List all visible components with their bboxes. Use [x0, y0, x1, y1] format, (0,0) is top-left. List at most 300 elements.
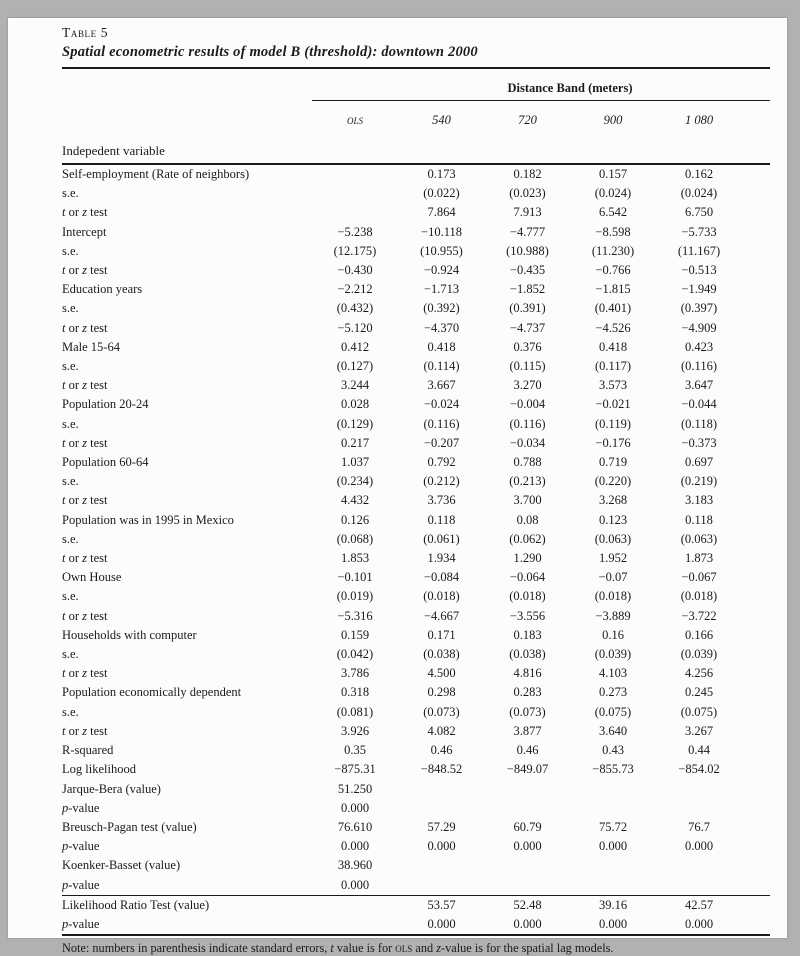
cell-value: 0.08 — [516, 512, 539, 527]
cell-value: 1.952 — [598, 551, 628, 566]
cell-value: −0.207 — [423, 435, 460, 450]
text-fragment: z — [82, 320, 88, 335]
cell-value — [485, 856, 570, 875]
row-label: Households with computer — [62, 627, 197, 642]
cell-value: 1.290 — [513, 551, 542, 566]
table-title: Spatial econometric results of model B (threshold): downtown 2000 — [62, 41, 770, 69]
cell-value: 60.79 — [513, 819, 542, 834]
cell-value: (0.024) — [680, 186, 718, 201]
cell-value: 75.72 — [598, 819, 628, 834]
cell-value: −4.526 — [595, 320, 631, 335]
table-row — [62, 856, 770, 875]
cell-value: 0.788 — [513, 455, 542, 470]
table-content — [8, 18, 787, 956]
table-row — [62, 357, 770, 376]
text-fragment: Note: numbers in parenthesis indicate standard errors, — [62, 941, 331, 956]
row-label — [62, 876, 312, 896]
cell-value — [485, 799, 570, 818]
cell-value: 0.000 — [340, 839, 370, 854]
cell-value: (0.042) — [336, 647, 374, 662]
cell-value: (10.955) — [420, 243, 463, 258]
cell-value: 0.217 — [340, 435, 370, 450]
row-label — [62, 491, 312, 510]
cell-value: (0.018) — [594, 589, 632, 604]
cell-value: 0.43 — [602, 743, 624, 758]
row-label: s.e. — [62, 186, 79, 201]
cell-value: −0.430 — [337, 263, 373, 278]
table-row — [62, 299, 770, 318]
cell-value: (0.116) — [423, 416, 460, 431]
cell-value: 3.786 — [340, 666, 370, 681]
cell-value — [656, 876, 770, 896]
text-fragment: z — [82, 551, 88, 566]
row-label — [62, 915, 312, 935]
table-row — [62, 184, 770, 203]
text-fragment: ols — [395, 941, 413, 956]
table-row — [62, 607, 770, 626]
text-fragment: z — [82, 666, 88, 681]
text-fragment: z — [436, 941, 442, 956]
cell-value: −849.07 — [506, 762, 549, 777]
table-number-label: Table 5 — [62, 25, 109, 40]
cell-value: 0.298 — [427, 685, 456, 700]
table-row — [62, 837, 770, 856]
text-fragment: -value — [68, 916, 100, 931]
cell-value — [570, 780, 656, 799]
cell-value: 0.126 — [340, 512, 370, 527]
text-fragment: test — [87, 608, 108, 623]
cell-value: 0.000 — [513, 839, 542, 854]
text-fragment: t — [330, 941, 334, 956]
cell-value: (0.073) — [423, 704, 460, 719]
cell-value: (0.401) — [594, 301, 632, 316]
results-table — [62, 69, 770, 936]
cell-value: −0.373 — [681, 435, 717, 450]
cell-value: −1.815 — [595, 282, 631, 297]
column-header: ols — [346, 113, 363, 127]
text-fragment: t — [62, 551, 66, 566]
cell-value: 0.171 — [427, 627, 456, 642]
text-fragment: t — [62, 666, 66, 681]
cell-value — [656, 856, 770, 875]
cell-value: 0.159 — [340, 627, 370, 642]
cell-value: −5.238 — [337, 224, 373, 239]
cell-value: 0.697 — [684, 455, 714, 470]
table-row — [62, 741, 770, 760]
text-fragment: t — [62, 493, 66, 508]
row-label: Male 15-64 — [62, 339, 120, 354]
text-fragment: z — [82, 723, 88, 738]
text-fragment: test — [87, 320, 108, 335]
cell-value: 0.283 — [513, 685, 542, 700]
band-header-row — [62, 69, 770, 101]
row-label — [62, 261, 312, 280]
cell-value: (0.023) — [509, 186, 546, 201]
row-label: s.e. — [62, 243, 79, 258]
cell-value: 1.873 — [684, 551, 714, 566]
cell-value: 1.037 — [340, 455, 370, 470]
table-row — [62, 876, 770, 896]
text-fragment: and — [412, 941, 437, 956]
cell-value: (11.167) — [677, 243, 721, 258]
table-row — [62, 895, 770, 915]
column-header: 720 — [518, 113, 537, 127]
cell-value: 0.423 — [684, 339, 714, 354]
cell-value: 3.267 — [684, 723, 714, 738]
cell-value: 7.913 — [513, 205, 542, 220]
text-fragment: test — [87, 263, 108, 278]
cell-value — [312, 203, 398, 222]
cell-value: −0.034 — [509, 435, 546, 450]
cell-value: −0.176 — [595, 435, 631, 450]
table-row — [62, 223, 770, 242]
cell-value: (0.116) — [681, 359, 717, 374]
cell-value: 3.183 — [684, 493, 714, 508]
cell-value: −4.737 — [509, 320, 546, 335]
cell-value: 3.640 — [598, 723, 628, 738]
cell-value: 0.245 — [684, 685, 714, 700]
text-fragment: test — [87, 205, 108, 220]
cell-value — [570, 799, 656, 818]
cell-value: 0.46 — [430, 743, 453, 758]
cell-value: (0.212) — [423, 474, 460, 489]
cell-value: 1.853 — [340, 551, 370, 566]
scanned-page — [8, 18, 787, 956]
row-label: Log likelihood — [62, 762, 136, 777]
text-fragment: test — [87, 493, 108, 508]
cell-value: 0.412 — [340, 339, 370, 354]
cell-value: (0.392) — [423, 301, 460, 316]
cell-value: 0.000 — [598, 916, 628, 931]
cell-value: (0.220) — [594, 474, 632, 489]
row-label — [62, 607, 312, 626]
text-fragment: or — [65, 378, 83, 393]
cell-value: 0.000 — [513, 916, 542, 931]
table-row — [62, 587, 770, 606]
cell-value: (0.114) — [423, 359, 460, 374]
cell-value: (12.175) — [333, 243, 377, 258]
text-fragment: test — [87, 378, 108, 393]
text-fragment: p — [62, 800, 69, 815]
cell-value: 0.000 — [684, 839, 714, 854]
text-fragment: t — [62, 320, 66, 335]
row-label: s.e. — [62, 589, 79, 604]
row-label — [62, 203, 312, 222]
table-row — [62, 434, 770, 453]
cell-value: 3.573 — [598, 378, 628, 393]
cell-value: (0.432) — [336, 301, 374, 316]
cell-value: 0.16 — [602, 627, 624, 642]
table-row — [62, 472, 770, 491]
cell-value: (0.039) — [680, 647, 718, 662]
text-fragment: or — [65, 608, 83, 623]
cell-value: −855.73 — [592, 762, 634, 777]
cell-value: 0.000 — [340, 877, 370, 892]
text-fragment: t — [62, 608, 66, 623]
table-row — [62, 703, 770, 722]
cell-value: (0.391) — [509, 301, 546, 316]
table-row — [62, 415, 770, 434]
cell-value — [656, 780, 770, 799]
cell-value: 4.082 — [427, 723, 456, 738]
cell-value: 52.48 — [485, 895, 570, 915]
cell-value: −848.52 — [420, 762, 463, 777]
cell-value: 38.960 — [337, 858, 373, 873]
cell-value — [485, 780, 570, 799]
row-label: s.e. — [62, 359, 79, 374]
cell-value: 1.934 — [427, 551, 456, 566]
cell-value: (0.019) — [336, 589, 374, 604]
row-label: Likelihood Ratio Test (value) — [62, 895, 312, 915]
table-row — [62, 511, 770, 530]
cell-value: 0.000 — [684, 916, 714, 931]
cell-value: 3.926 — [340, 723, 370, 738]
table-row — [62, 203, 770, 222]
cell-value: −10.118 — [421, 224, 462, 239]
row-label: Population 20-24 — [62, 397, 149, 412]
cell-value: −0.435 — [509, 263, 546, 278]
text-fragment: or — [65, 205, 83, 220]
table-row — [62, 453, 770, 472]
cell-value: −8.598 — [595, 224, 631, 239]
cell-value: (0.129) — [336, 416, 374, 431]
cell-value: 4.103 — [598, 666, 628, 681]
cell-value: −3.722 — [681, 608, 717, 623]
row-label — [62, 434, 312, 453]
row-label: Population 60-64 — [62, 455, 149, 470]
cell-value: (0.018) — [680, 589, 718, 604]
table-row — [62, 683, 770, 702]
cell-value: −2.212 — [337, 282, 373, 297]
cell-value: −0.064 — [509, 570, 546, 585]
cell-value: (0.068) — [336, 531, 374, 546]
cell-value: −0.024 — [423, 397, 460, 412]
cell-value: 6.542 — [598, 205, 628, 220]
cell-value: 3.647 — [684, 378, 714, 393]
cell-value: −0.044 — [681, 397, 717, 412]
table-row — [62, 242, 770, 261]
text-fragment: z — [82, 435, 88, 450]
text-fragment: value is for — [333, 941, 396, 956]
cell-value: (0.234) — [336, 474, 374, 489]
band-header-spacer — [62, 69, 312, 101]
cell-value — [398, 876, 485, 896]
cell-value: −4.777 — [509, 224, 546, 239]
cell-value: 3.736 — [427, 493, 456, 508]
cell-value: −0.766 — [595, 263, 631, 278]
row-label — [62, 799, 312, 818]
row-label: Population economically dependent — [62, 685, 242, 700]
column-header-spacer — [62, 101, 312, 134]
cell-value: −0.924 — [423, 263, 460, 278]
row-label: R-squared — [62, 743, 114, 758]
row-label — [62, 837, 312, 856]
row-label: Breusch-Pagan test (value) — [62, 819, 197, 834]
cell-value: 4.500 — [427, 666, 456, 681]
cell-value — [312, 184, 398, 203]
row-label: s.e. — [62, 531, 79, 546]
table-row — [62, 491, 770, 510]
cell-value: 0.118 — [427, 512, 456, 527]
row-label: s.e. — [62, 301, 79, 316]
cell-value: 6.750 — [684, 205, 714, 220]
row-label: Population was in 1995 in Mexico — [62, 512, 234, 527]
column-header: 1 080 — [684, 113, 714, 127]
cell-value: −3.889 — [595, 608, 631, 623]
cell-value: 3.270 — [513, 378, 542, 393]
cell-value — [312, 895, 398, 915]
cell-value — [570, 876, 656, 896]
cell-value: 0.000 — [427, 839, 456, 854]
cell-value: −0.07 — [598, 570, 628, 585]
cell-value: 0.000 — [598, 839, 628, 854]
text-fragment: p — [62, 916, 69, 931]
row-label: Koenker-Basset (value) — [62, 858, 181, 873]
table-row — [62, 338, 770, 357]
cell-value: (0.022) — [423, 186, 460, 201]
text-fragment: z — [82, 493, 88, 508]
cell-value: −4.909 — [681, 320, 717, 335]
cell-value: −4.667 — [423, 608, 460, 623]
text-fragment: -value — [68, 800, 100, 815]
table-row — [62, 319, 770, 338]
table-row — [62, 626, 770, 645]
cell-value: (0.118) — [681, 416, 717, 431]
row-label — [62, 664, 312, 683]
table-row — [62, 261, 770, 280]
cell-value: 0.166 — [684, 627, 714, 642]
cell-value: (0.018) — [423, 589, 460, 604]
cell-value: 3.244 — [340, 378, 370, 393]
cell-value: 0.000 — [340, 800, 370, 815]
cell-value: (0.075) — [680, 704, 718, 719]
cell-value: 0.000 — [427, 916, 456, 931]
cell-value: −875.31 — [334, 762, 376, 777]
cell-value: 53.57 — [398, 895, 485, 915]
text-fragment: or — [65, 666, 83, 681]
cell-value: 4.816 — [513, 666, 542, 681]
row-label: Self-employment (Rate of neighbors) — [62, 167, 250, 181]
text-fragment: p — [62, 877, 69, 892]
cell-value: 0.418 — [598, 339, 628, 354]
text-fragment: t — [62, 205, 66, 220]
cell-value: −0.021 — [595, 397, 631, 412]
column-header-row — [62, 101, 770, 134]
text-fragment: or — [65, 320, 83, 335]
cell-value: (0.075) — [594, 704, 632, 719]
cell-value: −4.370 — [423, 320, 460, 335]
cell-value: 0.028 — [340, 397, 370, 412]
cell-value: 42.57 — [656, 895, 770, 915]
column-header: 540 — [432, 113, 451, 127]
table-row — [62, 280, 770, 299]
cell-value: 0.46 — [516, 743, 539, 758]
cell-value: −0.067 — [681, 570, 717, 585]
text-fragment: t — [62, 723, 66, 738]
cell-value: (0.115) — [509, 359, 546, 374]
text-fragment: t — [62, 378, 66, 393]
cell-value: 0.183 — [513, 627, 542, 642]
row-label: Intercept — [62, 224, 107, 239]
cell-value: (0.127) — [336, 359, 374, 374]
row-label: s.e. — [62, 474, 79, 489]
cell-value: (0.062) — [509, 531, 546, 546]
cell-value: (11.230) — [591, 243, 635, 258]
cell-value: 0.376 — [513, 339, 542, 354]
text-fragment: or — [65, 723, 83, 738]
cell-value: (0.024) — [594, 186, 632, 201]
text-fragment: -value — [68, 877, 100, 892]
text-fragment: or — [65, 493, 83, 508]
cell-value: 0.173 — [427, 167, 456, 181]
distance-band-header: Distance Band (meters) — [312, 69, 770, 101]
text-fragment: test — [87, 723, 108, 738]
cell-value: 0.123 — [598, 512, 628, 527]
row-label: Education years — [62, 282, 143, 297]
table-row — [62, 395, 770, 414]
cell-value: (0.219) — [680, 474, 718, 489]
cell-value — [398, 780, 485, 799]
cell-value: 4.256 — [684, 666, 714, 681]
table-row — [62, 530, 770, 549]
cell-value: 3.877 — [513, 723, 542, 738]
cell-value: −0.101 — [337, 570, 373, 585]
table-row — [62, 799, 770, 818]
cell-value: 3.700 — [513, 493, 542, 508]
cell-value: 0.44 — [688, 743, 710, 758]
cell-value: −1.852 — [509, 282, 546, 297]
cell-value: 3.667 — [427, 378, 456, 393]
row-label — [62, 319, 312, 338]
row-label — [62, 376, 312, 395]
cell-value: (0.081) — [336, 704, 374, 719]
cell-value: 0.418 — [427, 339, 456, 354]
text-fragment: z — [82, 608, 88, 623]
text-fragment: test — [87, 551, 108, 566]
section-header-row — [62, 133, 770, 164]
row-label — [62, 549, 312, 568]
row-label: s.e. — [62, 416, 79, 431]
text-fragment: -value is for the spatial lag models. — [441, 941, 614, 956]
cell-value: (0.117) — [595, 359, 631, 374]
cell-value: 76.610 — [337, 819, 373, 834]
cell-value: 0.157 — [598, 167, 628, 181]
cell-value: (0.073) — [509, 704, 546, 719]
cell-value — [312, 164, 398, 184]
cell-value: −854.02 — [678, 762, 720, 777]
table-row — [62, 376, 770, 395]
cell-value: 0.318 — [340, 685, 370, 700]
cell-value: −1.713 — [423, 282, 460, 297]
cell-value: −5.733 — [681, 224, 717, 239]
column-header: 900 — [603, 113, 623, 127]
cell-value: 4.432 — [340, 493, 370, 508]
cell-value: (0.213) — [509, 474, 546, 489]
cell-value: 0.273 — [598, 685, 628, 700]
cell-value: 0.182 — [513, 167, 542, 181]
cell-value: 0.35 — [344, 743, 366, 758]
cell-value — [312, 915, 398, 935]
cell-value: −3.556 — [509, 608, 546, 623]
table-row — [62, 760, 770, 779]
cell-value: (0.397) — [680, 301, 718, 316]
text-fragment: t — [62, 435, 66, 450]
table-row — [62, 549, 770, 568]
text-fragment: test — [87, 666, 108, 681]
cell-value: −0.513 — [681, 263, 717, 278]
cell-value — [656, 799, 770, 818]
cell-value: (0.063) — [680, 531, 718, 546]
